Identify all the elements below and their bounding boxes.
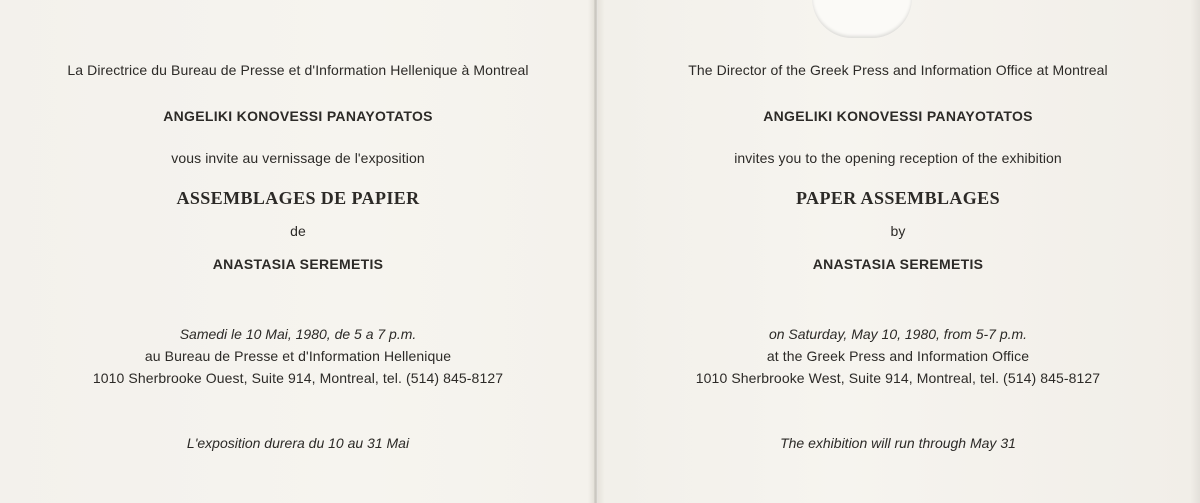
by-word: by [890, 223, 906, 239]
exhibition-title: PAPER ASSEMBLAGES [795, 188, 1000, 208]
date-line: on Saturday, May 10, 1980, from 5-7 p.m. [768, 326, 1028, 342]
host-name: ANGELIKI KONOVESSI PANAYOTATOS [163, 108, 433, 124]
duration-line: L'exposition durera du 10 au 31 Mai [186, 435, 410, 451]
french-panel [0, 0, 596, 503]
by-word: de [290, 223, 306, 239]
date-line: Samedi le 10 Mai, 1980, de 5 a 7 p.m. [179, 326, 417, 342]
invite-line: invites you to the opening reception of the exhibition [734, 150, 1062, 166]
address-line: 1010 Sherbrooke Ouest, Suite 914, Montreal, tel. (514) 845-8127 [92, 370, 504, 386]
exhibition-title: ASSEMBLAGES DE PAPIER [176, 188, 420, 208]
invite-line: vous invite au vernissage de l'exposition [171, 150, 425, 166]
artist-name: ANASTASIA SEREMETIS [812, 256, 984, 272]
venue-line: au Bureau de Presse et d'Information Hellenique [144, 348, 452, 364]
host-line: The Director of the Greek Press and Information Office at Montreal [688, 62, 1108, 78]
host-line: La Directrice du Bureau de Presse et d'Information Hellenique à Montreal [67, 62, 529, 78]
venue-line: at the Greek Press and Information Office [766, 348, 1030, 364]
english-panel [596, 0, 1200, 503]
artist-name: ANASTASIA SEREMETIS [212, 256, 384, 272]
address-line: 1010 Sherbrooke West, Suite 914, Montreal, tel. (514) 845-8127 [695, 370, 1101, 386]
duration-line: The exhibition will run through May 31 [780, 435, 1016, 451]
host-name: ANGELIKI KONOVESSI PANAYOTATOS [763, 108, 1033, 124]
